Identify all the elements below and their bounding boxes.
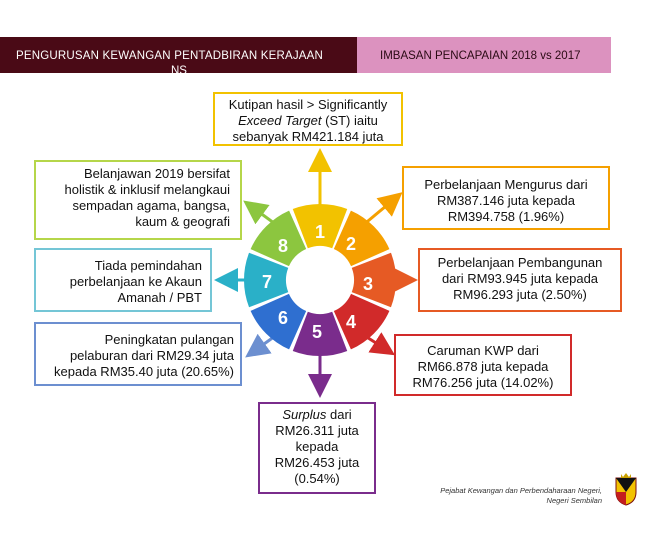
budget-line: holistik & inklusif melangkaui: [64, 182, 230, 197]
budget-line: kaum & geografi: [135, 214, 230, 229]
operating-line: Perbelanjaan Mengurus dari: [424, 177, 588, 192]
kwp-line: RM66.878 juta kepada: [417, 359, 549, 374]
footer-line-1: Pejabat Kewangan dan Perbendaharaan Negeri,: [440, 486, 602, 495]
transfer-line: Tiada pemindahan: [94, 258, 202, 273]
revenue-line-2: [215, 113, 401, 129]
surplus-line: RM26.453 juta: [274, 455, 360, 470]
wheel-number-2: 2: [345, 234, 356, 254]
development-line: Perbelanjaan Pembangunan: [437, 255, 603, 270]
surplus-line-1: [260, 407, 374, 423]
budget-box: [34, 160, 242, 240]
achievement-wheel: [240, 200, 400, 360]
investment-line: Peningkatan pulangan: [104, 332, 234, 347]
surplus-word: Surplus: [282, 407, 327, 422]
revenue-box: [213, 92, 403, 146]
footer-line-2: Negeri Sembilan: [546, 496, 602, 505]
investment-line: kepada RM35.40 juta (20.65%): [54, 364, 234, 379]
wheel-number-3: 3: [362, 274, 373, 294]
revenue-line-3: sebanyak RM421.184 juta: [232, 129, 384, 144]
surplus-line: (0.54%): [294, 471, 340, 486]
transfer-box: [34, 248, 212, 312]
negeri-sembilan-crest-icon: [613, 472, 639, 506]
investment-line: pelaburan dari RM29.34 juta: [69, 348, 234, 363]
investment-box: [34, 322, 242, 386]
operating-expenditure-box: [402, 166, 610, 230]
surplus-line: kepada: [295, 439, 339, 454]
surplus-word-rest: dari: [326, 407, 352, 422]
wheel-number-8: 8: [277, 236, 288, 256]
surplus-line: RM26.311 juta: [275, 423, 359, 438]
transfer-line: perbelanjaan ke Akaun: [69, 274, 202, 289]
budget-line: sempadan agama, bangsa,: [72, 198, 230, 213]
header-left-title-wrap: NS: [171, 65, 187, 77]
development-line: RM96.293 juta (2.50%): [453, 287, 587, 302]
kwp-line: Caruman KWP dari: [427, 343, 539, 358]
operating-line: RM387.146 juta kepada: [436, 193, 576, 208]
kwp-line: RM76.256 juta (14.02%): [412, 375, 554, 390]
transfer-line: Amanah / PBT: [117, 290, 202, 305]
revenue-exceed-target: Exceed Target: [238, 113, 322, 128]
header-left-title: PENGURUSAN KEWANGAN PENTADBIRAN KERAJAAN: [16, 50, 324, 62]
wheel-number-6: 6: [277, 308, 288, 328]
header-right-title: IMBASAN PENCAPAIAN 2018 vs 2017: [380, 50, 581, 62]
budget-line: Belanjawan 2019 bersifat: [84, 166, 230, 181]
development-expenditure-box: [418, 248, 622, 312]
footer-credit: [396, 486, 602, 506]
revenue-line-1: Kutipan hasil > Significantly: [228, 97, 388, 112]
wheel-number-1: 1: [314, 222, 325, 242]
kwp-contribution-box: [394, 334, 572, 396]
wheel-number-7: 7: [261, 272, 272, 292]
development-line: dari RM93.945 juta kepada: [441, 271, 599, 286]
surplus-box: [258, 402, 376, 494]
revenue-line-2-rest: (ST) iaitu: [321, 113, 378, 128]
wheel-number-4: 4: [345, 312, 356, 332]
wheel-number-5: 5: [311, 322, 322, 342]
operating-line: RM394.758 (1.96%): [447, 209, 565, 224]
